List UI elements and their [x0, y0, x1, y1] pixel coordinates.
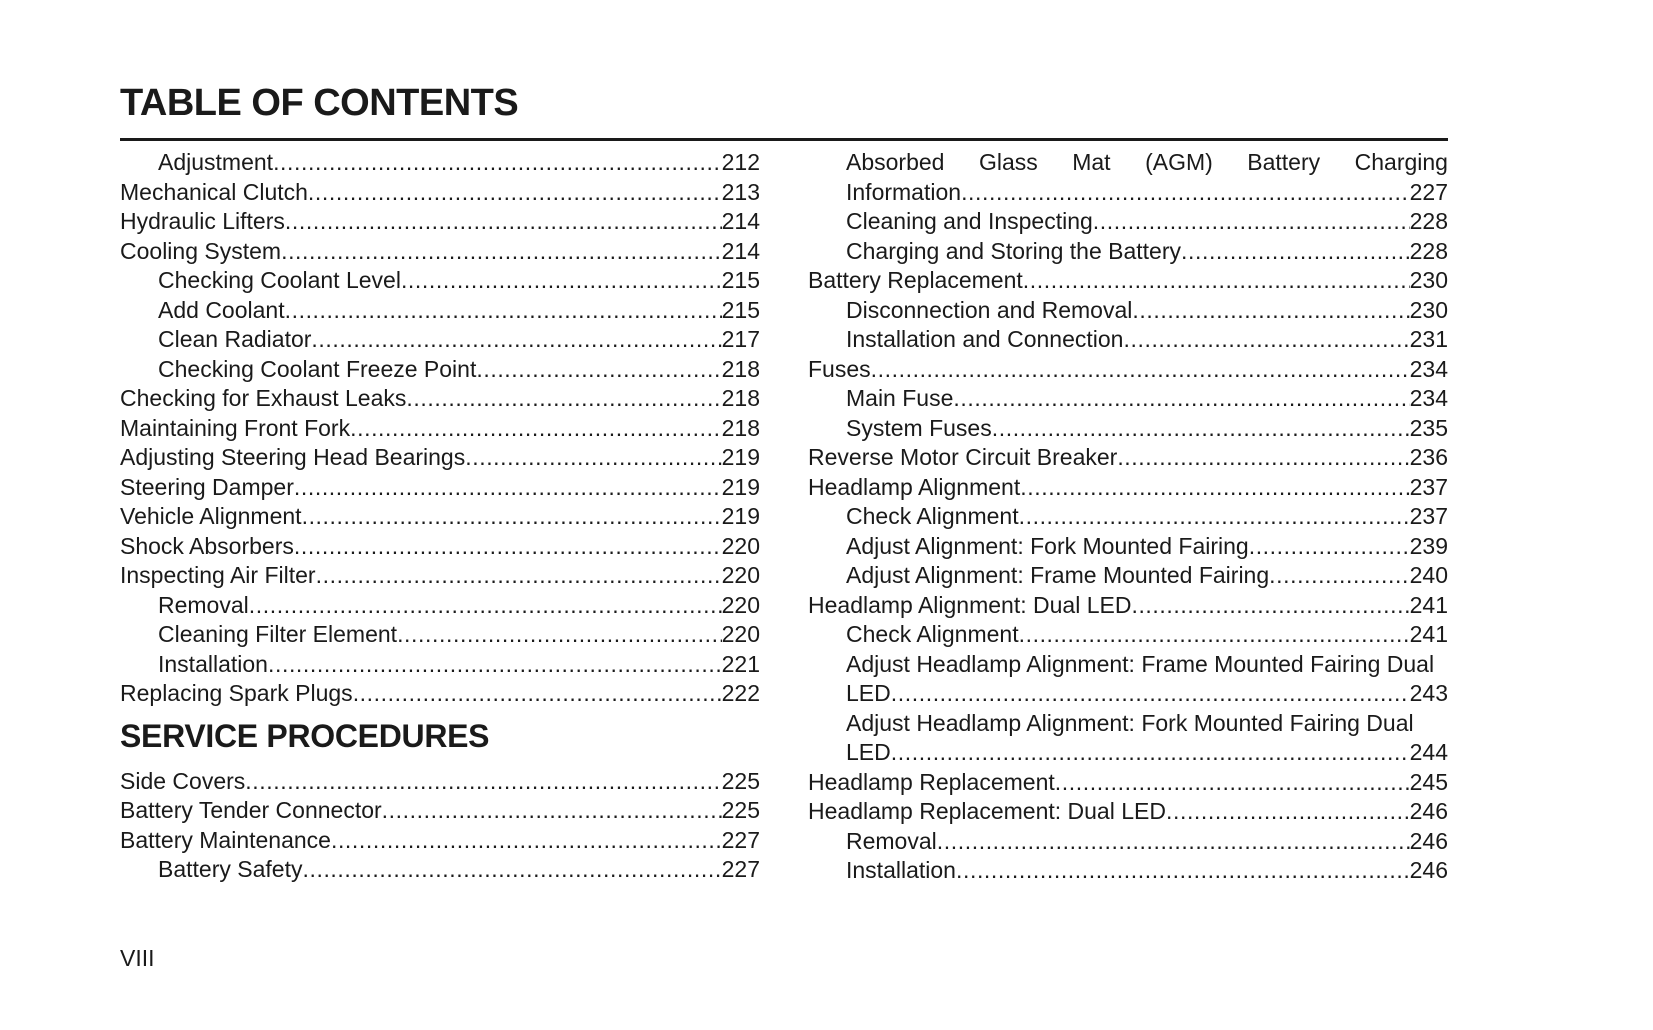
leader-dots: [308, 178, 722, 208]
leader-dots: [285, 207, 722, 237]
leader-dots: [294, 532, 722, 562]
toc-entry[interactable]: Cleaning and Inspecting ..... 228: [808, 207, 1448, 237]
toc-entry[interactable]: Main Fuse ..... 234: [808, 384, 1448, 414]
toc-entry[interactable]: Hydraulic Lifters ..... 214: [120, 207, 760, 237]
leader-dots: [891, 738, 1410, 768]
leader-dots: [294, 473, 722, 503]
toc-entry[interactable]: Adjust Alignment: Fork Mounted Fairing ..... 239: [808, 532, 1448, 562]
leader-dots: [465, 443, 721, 473]
toc-entry[interactable]: LED ..... 243: [808, 679, 1448, 709]
toc-entry[interactable]: Side Covers ..... 225: [120, 767, 760, 797]
leader-dots: [1055, 768, 1410, 798]
toc-entry[interactable]: Installation ..... 221: [120, 650, 760, 680]
toc-left-column: [120, 148, 760, 885]
leader-dots: [285, 296, 722, 326]
toc-entry[interactable]: Cleaning Filter Element ..... 220: [120, 620, 760, 650]
toc-entry[interactable]: Headlamp Alignment ..... 237: [808, 473, 1448, 503]
toc-entry[interactable]: Headlamp Replacement: Dual LED ..... 246: [808, 797, 1448, 827]
toc-entry[interactable]: System Fuses ..... 235: [808, 414, 1448, 444]
leader-dots: [350, 414, 722, 444]
leader-dots: [1020, 473, 1409, 503]
toc-entry-wrapped-line[interactable]: Adjust Headlamp Alignment: Frame Mounted Fairing Dual: [846, 650, 1435, 677]
title-rule: [120, 138, 1448, 141]
leader-dots: [1023, 266, 1410, 296]
leader-dots: [397, 620, 722, 650]
leader-dots: [891, 679, 1410, 709]
leader-dots: [268, 650, 722, 680]
toc-entry[interactable]: Replacing Spark Plugs ..... 222: [120, 679, 760, 709]
leader-dots: [273, 148, 722, 178]
leader-dots: [1166, 797, 1410, 827]
leader-dots: [1019, 502, 1410, 532]
toc-entry[interactable]: Headlamp Alignment: Dual LED ..... 241: [808, 591, 1448, 621]
leader-dots: [992, 414, 1410, 444]
leader-dots: [871, 355, 1410, 385]
leader-dots: [331, 826, 722, 856]
toc-entry-wrapped-line[interactable]: Absorbed Glass Mat (AGM) Battery Charging: [846, 149, 1448, 175]
leader-dots: [1269, 561, 1409, 591]
toc-entry[interactable]: Shock Absorbers ..... 220: [120, 532, 760, 562]
leader-dots: [1093, 207, 1410, 237]
toc-entry[interactable]: Removal ..... 246: [808, 827, 1448, 857]
toc-entry[interactable]: Reverse Motor Circuit Breaker ..... 236: [808, 443, 1448, 473]
leader-dots: [302, 502, 722, 532]
page-number: VIII: [120, 945, 155, 971]
toc-entry-wrapped-line[interactable]: Adjust Headlamp Alignment: Fork Mounted Fairing Dual: [846, 709, 1414, 736]
toc-entry[interactable]: Fuses ..... 234: [808, 355, 1448, 385]
leader-dots: [961, 178, 1410, 208]
toc-entry[interactable]: Check Alignment ..... 241: [808, 620, 1448, 650]
toc-entry[interactable]: Battery Tender Connector ..... 225: [120, 796, 760, 826]
leader-dots: [1181, 237, 1410, 267]
toc-entry[interactable]: Removal ..... 220: [120, 591, 760, 621]
toc-entry[interactable]: Information ..... 227: [808, 178, 1448, 208]
toc-entry[interactable]: Checking Coolant Level ..... 215: [120, 266, 760, 296]
leader-dots: [1131, 591, 1409, 621]
toc-entry[interactable]: Installation ..... 246: [808, 856, 1448, 886]
toc-entry[interactable]: Cooling System ..... 214: [120, 237, 760, 267]
toc-entry[interactable]: Battery Maintenance ..... 227: [120, 826, 760, 856]
leader-dots: [302, 855, 721, 885]
toc-entry[interactable]: Checking Coolant Freeze Point ..... 218: [120, 355, 760, 385]
leader-dots: [956, 856, 1410, 886]
leader-dots: [476, 355, 721, 385]
page-title: TABLE OF CONTENTS: [120, 82, 519, 124]
leader-dots: [1019, 620, 1410, 650]
toc-entry[interactable]: Installation and Connection ..... 231: [808, 325, 1448, 355]
toc-entry[interactable]: LED ..... 244: [808, 738, 1448, 768]
toc-entry[interactable]: Add Coolant ..... 215: [120, 296, 760, 326]
leader-dots: [245, 767, 721, 797]
toc-entry[interactable]: Disconnection and Removal ..... 230: [808, 296, 1448, 326]
toc-entry[interactable]: Adjust Alignment: Frame Mounted Fairing ..... 240: [808, 561, 1448, 591]
leader-dots: [249, 591, 722, 621]
toc-entry[interactable]: Vehicle Alignment ..... 219: [120, 502, 760, 532]
toc-entry[interactable]: Adjusting Steering Head Bearings ..... 219: [120, 443, 760, 473]
toc-entry[interactable]: Inspecting Air Filter ..... 220: [120, 561, 760, 591]
leader-dots: [1132, 296, 1409, 326]
leader-dots: [1249, 532, 1410, 562]
toc-entry[interactable]: Steering Damper ..... 219: [120, 473, 760, 503]
leader-dots: [401, 266, 722, 296]
leader-dots: [281, 237, 722, 267]
leader-dots: [1123, 325, 1409, 355]
leader-dots: [1117, 443, 1409, 473]
leader-dots: [316, 561, 722, 591]
leader-dots: [406, 384, 721, 414]
toc-entry[interactable]: Maintaining Front Fork ..... 218: [120, 414, 760, 444]
toc-entry[interactable]: Charging and Storing the Battery ..... 228: [808, 237, 1448, 267]
section-heading: SERVICE PROCEDURES: [120, 717, 490, 754]
leader-dots: [937, 827, 1410, 857]
toc-entry[interactable]: Check Alignment ..... 237: [808, 502, 1448, 532]
leader-dots: [311, 325, 721, 355]
toc-entry[interactable]: Adjustment ..... 212: [120, 148, 760, 178]
toc-right-column: [808, 148, 1448, 886]
toc-entry[interactable]: Headlamp Replacement ..... 245: [808, 768, 1448, 798]
leader-dots: [382, 796, 722, 826]
toc-entry[interactable]: Mechanical Clutch ..... 213: [120, 178, 760, 208]
leader-dots: [953, 384, 1409, 414]
toc-entry[interactable]: Checking for Exhaust Leaks ..... 218: [120, 384, 760, 414]
leader-dots: [353, 679, 722, 709]
toc-entry[interactable]: Clean Radiator ..... 217: [120, 325, 760, 355]
toc-entry[interactable]: Battery Replacement ..... 230: [808, 266, 1448, 296]
toc-entry[interactable]: Battery Safety ..... 227: [120, 855, 760, 885]
